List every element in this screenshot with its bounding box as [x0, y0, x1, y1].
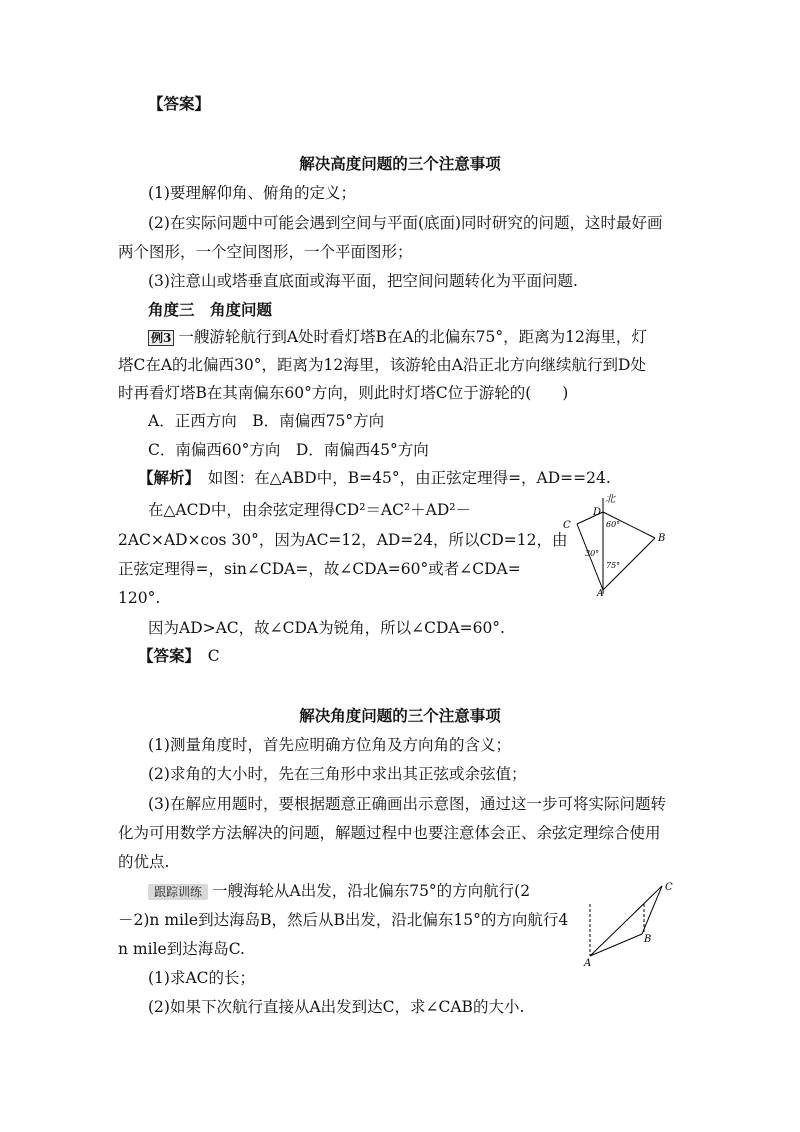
example-text-1: 一艘游轮航行到A处时看灯塔B在A的北偏东75°，距离为12海里，灯 [178, 328, 647, 346]
follow-line-2: －2)n mile到达海岛B，然后从B出发，沿北偏东15°的方向航行4 [118, 911, 569, 929]
height-tip-2b: 两个图形，一个空间图形，一个平面图形； [118, 243, 413, 261]
fig1-north: 北 [605, 494, 615, 505]
angle-tip-2: (2)求角的大小时，先在三角形中求出其正弦或余弦值； [148, 765, 527, 783]
option-c: C．南偏西60°方向 [148, 441, 281, 459]
options-row-2 [148, 440, 429, 460]
answer-header: 【答案】 [148, 95, 211, 113]
fig1-label-d: D [593, 507, 602, 518]
follow-question-2: (2)如果下次航行直接从A出发到达C，求∠CAB的大小. [148, 998, 525, 1016]
fig1-label-b: B [658, 533, 666, 544]
answer-2 [138, 646, 220, 666]
example-line-1 [148, 327, 647, 347]
analysis-line-4: 正弦定理得=，sin∠CDA=，故∠CDA=60°或者∠CDA= [118, 560, 521, 578]
analysis-label: 【解析】 [138, 469, 193, 487]
example-line-3: 时再看灯塔B在其南偏东60°方向，则此时灯塔C位于游轮的( ) [118, 384, 569, 402]
figure-2 [578, 876, 678, 968]
height-tip-2a: (2)在实际问题中可能会遇到空间与平面(底面)同时研究的问题，这时最好画 [148, 214, 663, 232]
angle-tip-1: (1)测量角度时，首先应明确方位角及方向角的含义； [148, 736, 511, 754]
angle-tip-3c: 的优点. [118, 853, 170, 871]
fig2-label-c: C [665, 882, 673, 893]
options-row-1 [148, 411, 384, 431]
follow-line-3: n mile到达海岛C. [118, 940, 245, 958]
answer-2-label: 【答案】 [138, 647, 193, 665]
fig1-angle-60: 60° [606, 520, 621, 529]
fig1-angle-30: 30° [585, 549, 600, 558]
option-b: B．南偏西75°方向 [252, 412, 385, 430]
example-badge: 例3 [148, 330, 174, 346]
fig2-label-a: A [584, 958, 592, 968]
analysis-line-5: 120°. [118, 589, 161, 607]
option-a: A．正西方向 [148, 412, 237, 430]
segment-bc [642, 886, 662, 934]
height-tip-1: (1)要理解仰角、俯角的定义； [148, 184, 356, 202]
section-title: 角度三 角度问题 [148, 301, 273, 319]
analysis-line-2: 在△ACD中，由余弦定理得CD²＝AC²＋AD²－ [148, 501, 472, 519]
analysis-text-1: 如图：在△ABD中，B=45°，由正弦定理得=，AD==24. [207, 469, 611, 487]
example-line-2: 塔C在A的北偏西30°，距离为12海里，该游轮由A沿正北方向继续航行到D处 [118, 356, 646, 374]
fig1-angle-75: 75° [606, 561, 621, 570]
answer-2-value: C [207, 647, 220, 665]
analysis-line-1 [138, 468, 611, 488]
analysis-line-6: 因为AD>AC，故∠CDA为锐角，所以∠CDA=60°. [148, 619, 505, 637]
segment-ab [590, 934, 642, 956]
figure-1 [555, 490, 675, 598]
height-tips-title: 解决高度问题的三个注意事项 [299, 155, 501, 173]
follow-line-1 [148, 881, 530, 901]
height-tip-3: (3)注意山或塔垂直底面或海平面，把空间问题转化为平面问题. [148, 272, 578, 290]
follow-text-1: 一艘海轮从A出发，沿北偏东75°的方向航行(2 [212, 882, 531, 900]
angle-tips-title: 解决角度问题的三个注意事项 [299, 707, 501, 725]
option-d: D．南偏西45°方向 [295, 441, 429, 459]
angle-tip-3a: (3)在解应用题时，要根据题意正确画出示意图，通过这一步可将实际问题转 [148, 795, 666, 813]
follow-question-1: (1)求AC的长； [148, 969, 256, 987]
angle-tip-3b: 化为可用数学方法解决的问题，解题过程中也要注意体会正、余弦定理综合使用 [118, 824, 661, 842]
fig1-label-c: C [563, 520, 571, 531]
follow-badge: 跟踪训练 [148, 884, 208, 900]
segment-ac [590, 886, 662, 956]
fig1-label-a: A [597, 589, 604, 598]
analysis-line-3: 2AC×AD×cos 30°，因为AC=12，AD=24，所以CD=12，由 [118, 531, 568, 549]
fig2-label-b: B [644, 934, 652, 945]
